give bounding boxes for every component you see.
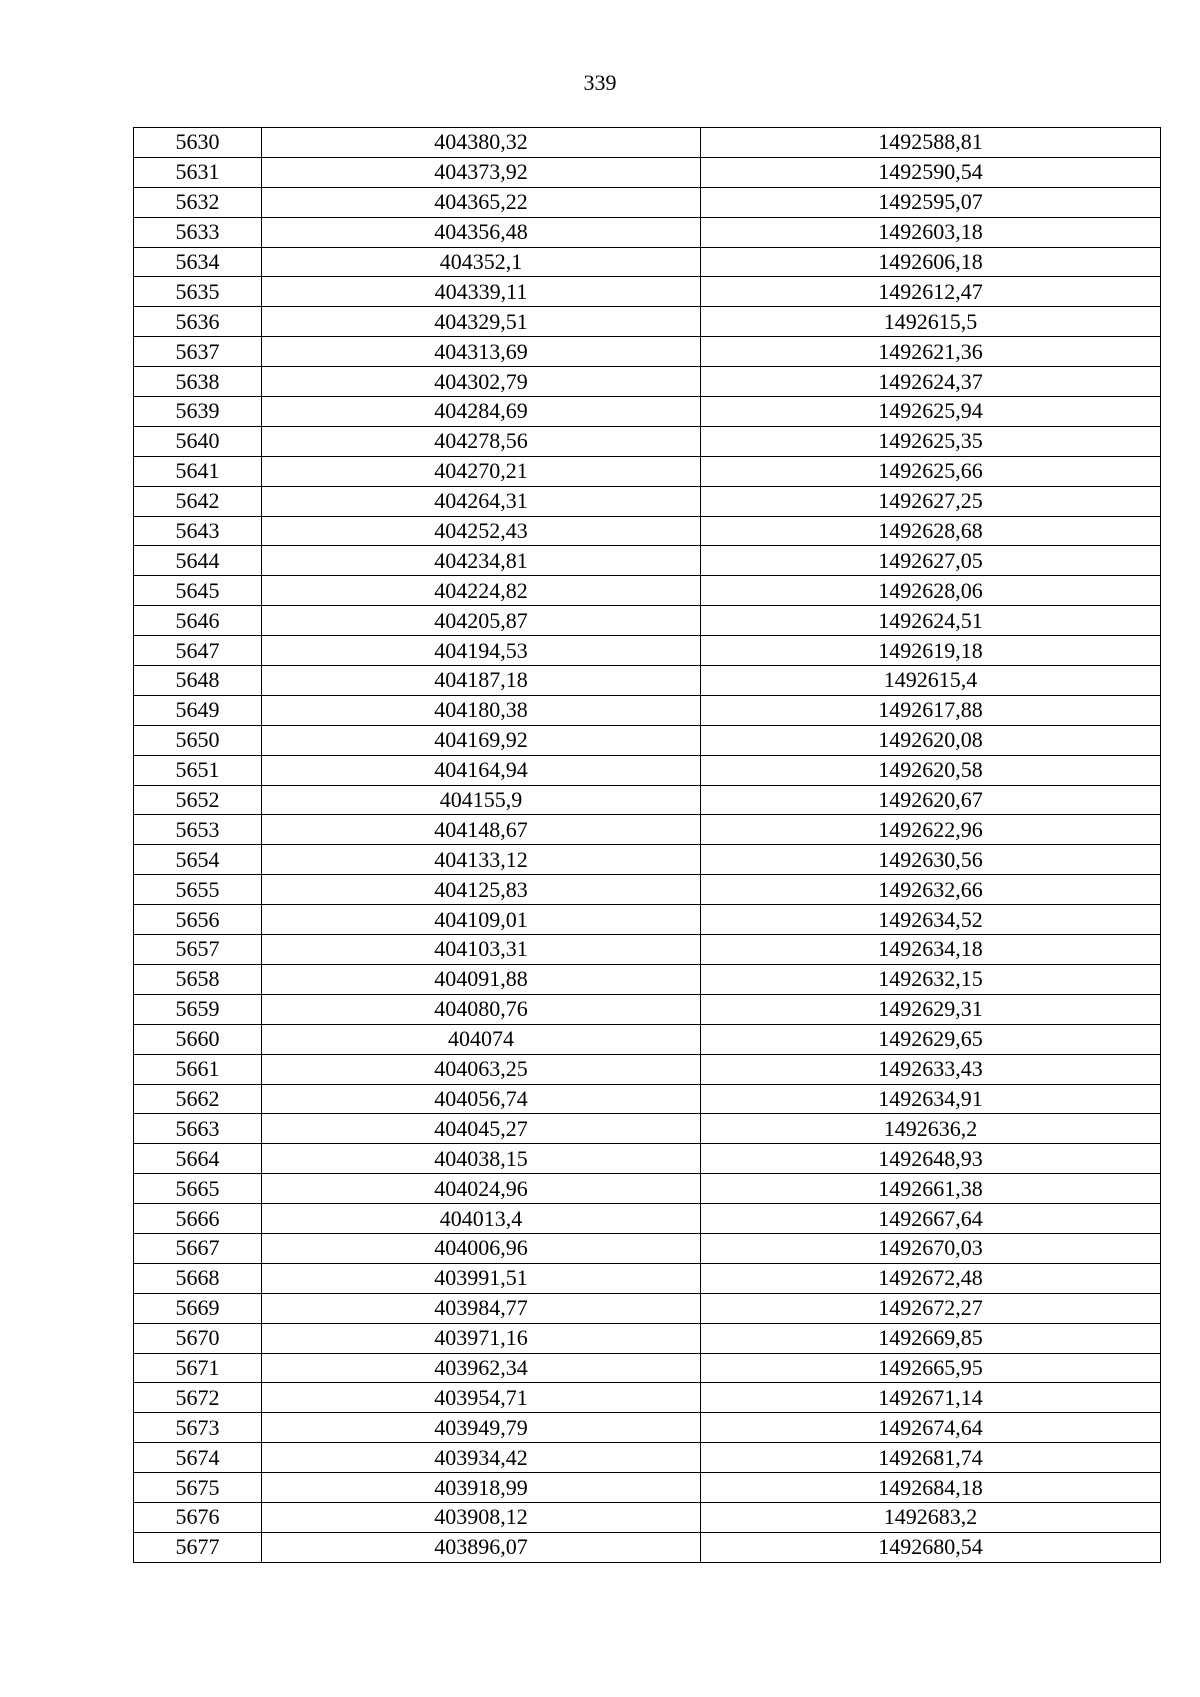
x-coordinate-cell: 403934,42 [262, 1443, 701, 1473]
point-number-cell: 5661 [134, 1054, 262, 1084]
x-coordinate-cell: 404380,32 [262, 128, 701, 158]
table-row [134, 397, 1161, 427]
y-coordinate-cell: 1492684,18 [701, 1473, 1161, 1503]
y-coordinate-cell: 1492667,64 [701, 1204, 1161, 1234]
point-number-cell: 5653 [134, 815, 262, 845]
x-coordinate-cell: 404302,79 [262, 367, 701, 397]
table-row [134, 546, 1161, 576]
x-coordinate-cell: 404205,87 [262, 606, 701, 636]
table-row [134, 1144, 1161, 1174]
y-coordinate-cell: 1492628,68 [701, 516, 1161, 546]
point-number-cell: 5633 [134, 217, 262, 247]
y-coordinate-cell: 1492632,15 [701, 964, 1161, 994]
y-coordinate-cell: 1492648,93 [701, 1144, 1161, 1174]
y-coordinate-cell: 1492595,07 [701, 187, 1161, 217]
table-row [134, 1443, 1161, 1473]
y-coordinate-cell: 1492681,74 [701, 1443, 1161, 1473]
y-coordinate-cell: 1492620,67 [701, 785, 1161, 815]
x-coordinate-cell: 403962,34 [262, 1353, 701, 1383]
x-coordinate-cell: 404006,96 [262, 1233, 701, 1263]
x-coordinate-cell: 404313,69 [262, 337, 701, 367]
x-coordinate-cell: 404339,11 [262, 277, 701, 307]
x-coordinate-cell: 403984,77 [262, 1293, 701, 1323]
x-coordinate-cell: 404056,74 [262, 1084, 701, 1114]
x-coordinate-cell: 404045,27 [262, 1114, 701, 1144]
y-coordinate-cell: 1492669,85 [701, 1323, 1161, 1353]
point-number-cell: 5650 [134, 725, 262, 755]
y-coordinate-cell: 1492620,08 [701, 725, 1161, 755]
point-number-cell: 5673 [134, 1413, 262, 1443]
coordinates-table-body [134, 128, 1161, 1563]
x-coordinate-cell: 404264,31 [262, 486, 701, 516]
y-coordinate-cell: 1492683,2 [701, 1502, 1161, 1532]
table-row [134, 905, 1161, 935]
table-row [134, 1114, 1161, 1144]
table-row [134, 1233, 1161, 1263]
table-row [134, 1293, 1161, 1323]
x-coordinate-cell: 404091,88 [262, 964, 701, 994]
point-number-cell: 5635 [134, 277, 262, 307]
point-number-cell: 5677 [134, 1532, 262, 1562]
table-row [134, 1174, 1161, 1204]
x-coordinate-cell: 404024,96 [262, 1174, 701, 1204]
point-number-cell: 5647 [134, 636, 262, 666]
x-coordinate-cell: 404270,21 [262, 456, 701, 486]
point-number-cell: 5668 [134, 1263, 262, 1293]
page-number: 339 [583, 70, 617, 95]
x-coordinate-cell: 404155,9 [262, 785, 701, 815]
table-row [134, 1532, 1161, 1562]
table-row [134, 964, 1161, 994]
table-row [134, 1502, 1161, 1532]
x-coordinate-cell: 403971,16 [262, 1323, 701, 1353]
x-coordinate-cell: 404194,53 [262, 636, 701, 666]
x-coordinate-cell: 403908,12 [262, 1502, 701, 1532]
table-row [134, 695, 1161, 725]
point-number-cell: 5659 [134, 994, 262, 1024]
y-coordinate-cell: 1492615,4 [701, 666, 1161, 696]
point-number-cell: 5674 [134, 1443, 262, 1473]
point-number-cell: 5671 [134, 1353, 262, 1383]
table-row [134, 217, 1161, 247]
point-number-cell: 5663 [134, 1114, 262, 1144]
x-coordinate-cell: 404224,82 [262, 576, 701, 606]
point-number-cell: 5643 [134, 516, 262, 546]
point-number-cell: 5667 [134, 1233, 262, 1263]
y-coordinate-cell: 1492661,38 [701, 1174, 1161, 1204]
y-coordinate-cell: 1492630,56 [701, 845, 1161, 875]
point-number-cell: 5652 [134, 785, 262, 815]
table-row [134, 1024, 1161, 1054]
point-number-cell: 5656 [134, 905, 262, 935]
y-coordinate-cell: 1492615,5 [701, 307, 1161, 337]
point-number-cell: 5648 [134, 666, 262, 696]
y-coordinate-cell: 1492622,96 [701, 815, 1161, 845]
y-coordinate-cell: 1492634,52 [701, 905, 1161, 935]
x-coordinate-cell: 404356,48 [262, 217, 701, 247]
x-coordinate-cell: 404103,31 [262, 935, 701, 965]
table-row [134, 755, 1161, 785]
x-coordinate-cell: 404148,67 [262, 815, 701, 845]
point-number-cell: 5631 [134, 157, 262, 187]
y-coordinate-cell: 1492633,43 [701, 1054, 1161, 1084]
y-coordinate-cell: 1492627,25 [701, 486, 1161, 516]
x-coordinate-cell: 403896,07 [262, 1532, 701, 1562]
point-number-cell: 5655 [134, 875, 262, 905]
y-coordinate-cell: 1492665,95 [701, 1353, 1161, 1383]
x-coordinate-cell: 404329,51 [262, 307, 701, 337]
point-number-cell: 5630 [134, 128, 262, 158]
table-row [134, 1054, 1161, 1084]
point-number-cell: 5639 [134, 397, 262, 427]
x-coordinate-cell: 404234,81 [262, 546, 701, 576]
x-coordinate-cell: 404013,4 [262, 1204, 701, 1234]
table-row [134, 516, 1161, 546]
table-row [134, 845, 1161, 875]
table-row [134, 337, 1161, 367]
point-number-cell: 5649 [134, 695, 262, 725]
table-row [134, 247, 1161, 277]
table-row [134, 367, 1161, 397]
table-row [134, 1323, 1161, 1353]
point-number-cell: 5641 [134, 456, 262, 486]
y-coordinate-cell: 1492671,14 [701, 1383, 1161, 1413]
y-coordinate-cell: 1492672,27 [701, 1293, 1161, 1323]
table-row [134, 456, 1161, 486]
point-number-cell: 5644 [134, 546, 262, 576]
table-row [134, 1263, 1161, 1293]
table-row [134, 815, 1161, 845]
coordinates-table [133, 127, 1161, 1563]
y-coordinate-cell: 1492632,66 [701, 875, 1161, 905]
y-coordinate-cell: 1492606,18 [701, 247, 1161, 277]
point-number-cell: 5645 [134, 576, 262, 606]
table-row [134, 1473, 1161, 1503]
point-number-cell: 5676 [134, 1502, 262, 1532]
x-coordinate-cell: 403954,71 [262, 1383, 701, 1413]
x-coordinate-cell: 404373,92 [262, 157, 701, 187]
x-coordinate-cell: 404284,69 [262, 397, 701, 427]
point-number-cell: 5634 [134, 247, 262, 277]
point-number-cell: 5632 [134, 187, 262, 217]
x-coordinate-cell: 404080,76 [262, 994, 701, 1024]
x-coordinate-cell: 404109,01 [262, 905, 701, 935]
y-coordinate-cell: 1492680,54 [701, 1532, 1161, 1562]
y-coordinate-cell: 1492624,37 [701, 367, 1161, 397]
y-coordinate-cell: 1492612,47 [701, 277, 1161, 307]
x-coordinate-cell: 404164,94 [262, 755, 701, 785]
x-coordinate-cell: 404133,12 [262, 845, 701, 875]
table-row [134, 157, 1161, 187]
point-number-cell: 5664 [134, 1144, 262, 1174]
point-number-cell: 5665 [134, 1174, 262, 1204]
y-coordinate-cell: 1492627,05 [701, 546, 1161, 576]
x-coordinate-cell: 403918,99 [262, 1473, 701, 1503]
point-number-cell: 5642 [134, 486, 262, 516]
point-number-cell: 5658 [134, 964, 262, 994]
table-row [134, 1353, 1161, 1383]
y-coordinate-cell: 1492628,06 [701, 576, 1161, 606]
x-coordinate-cell: 404187,18 [262, 666, 701, 696]
y-coordinate-cell: 1492625,35 [701, 426, 1161, 456]
table-row [134, 1204, 1161, 1234]
y-coordinate-cell: 1492672,48 [701, 1263, 1161, 1293]
table-row [134, 785, 1161, 815]
y-coordinate-cell: 1492619,18 [701, 636, 1161, 666]
point-number-cell: 5657 [134, 935, 262, 965]
y-coordinate-cell: 1492634,91 [701, 1084, 1161, 1114]
y-coordinate-cell: 1492621,36 [701, 337, 1161, 367]
point-number-cell: 5654 [134, 845, 262, 875]
y-coordinate-cell: 1492674,64 [701, 1413, 1161, 1443]
table-row [134, 128, 1161, 158]
y-coordinate-cell: 1492590,54 [701, 157, 1161, 187]
point-number-cell: 5662 [134, 1084, 262, 1114]
x-coordinate-cell: 404352,1 [262, 247, 701, 277]
point-number-cell: 5646 [134, 606, 262, 636]
point-number-cell: 5638 [134, 367, 262, 397]
table-row [134, 935, 1161, 965]
x-coordinate-cell: 404169,92 [262, 725, 701, 755]
x-coordinate-cell: 404180,38 [262, 695, 701, 725]
x-coordinate-cell: 404063,25 [262, 1054, 701, 1084]
point-number-cell: 5675 [134, 1473, 262, 1503]
table-row [134, 875, 1161, 905]
table-row [134, 277, 1161, 307]
x-coordinate-cell: 404038,15 [262, 1144, 701, 1174]
y-coordinate-cell: 1492588,81 [701, 128, 1161, 158]
y-coordinate-cell: 1492603,18 [701, 217, 1161, 247]
point-number-cell: 5666 [134, 1204, 262, 1234]
y-coordinate-cell: 1492617,88 [701, 695, 1161, 725]
table-row [134, 1413, 1161, 1443]
table-row [134, 486, 1161, 516]
y-coordinate-cell: 1492634,18 [701, 935, 1161, 965]
y-coordinate-cell: 1492636,2 [701, 1114, 1161, 1144]
x-coordinate-cell: 403949,79 [262, 1413, 701, 1443]
table-row [134, 307, 1161, 337]
x-coordinate-cell: 404365,22 [262, 187, 701, 217]
table-row [134, 426, 1161, 456]
point-number-cell: 5651 [134, 755, 262, 785]
point-number-cell: 5640 [134, 426, 262, 456]
table-row [134, 636, 1161, 666]
table-row [134, 994, 1161, 1024]
y-coordinate-cell: 1492670,03 [701, 1233, 1161, 1263]
point-number-cell: 5672 [134, 1383, 262, 1413]
point-number-cell: 5669 [134, 1293, 262, 1323]
table-row [134, 1383, 1161, 1413]
point-number-cell: 5636 [134, 307, 262, 337]
table-row [134, 606, 1161, 636]
point-number-cell: 5670 [134, 1323, 262, 1353]
table-row [134, 666, 1161, 696]
y-coordinate-cell: 1492629,65 [701, 1024, 1161, 1054]
point-number-cell: 5637 [134, 337, 262, 367]
table-row [134, 187, 1161, 217]
x-coordinate-cell: 404252,43 [262, 516, 701, 546]
table-row [134, 1084, 1161, 1114]
x-coordinate-cell: 404074 [262, 1024, 701, 1054]
y-coordinate-cell: 1492629,31 [701, 994, 1161, 1024]
point-number-cell: 5660 [134, 1024, 262, 1054]
x-coordinate-cell: 403991,51 [262, 1263, 701, 1293]
table-row [134, 576, 1161, 606]
y-coordinate-cell: 1492625,66 [701, 456, 1161, 486]
y-coordinate-cell: 1492620,58 [701, 755, 1161, 785]
y-coordinate-cell: 1492625,94 [701, 397, 1161, 427]
y-coordinate-cell: 1492624,51 [701, 606, 1161, 636]
x-coordinate-cell: 404125,83 [262, 875, 701, 905]
table-row [134, 725, 1161, 755]
x-coordinate-cell: 404278,56 [262, 426, 701, 456]
